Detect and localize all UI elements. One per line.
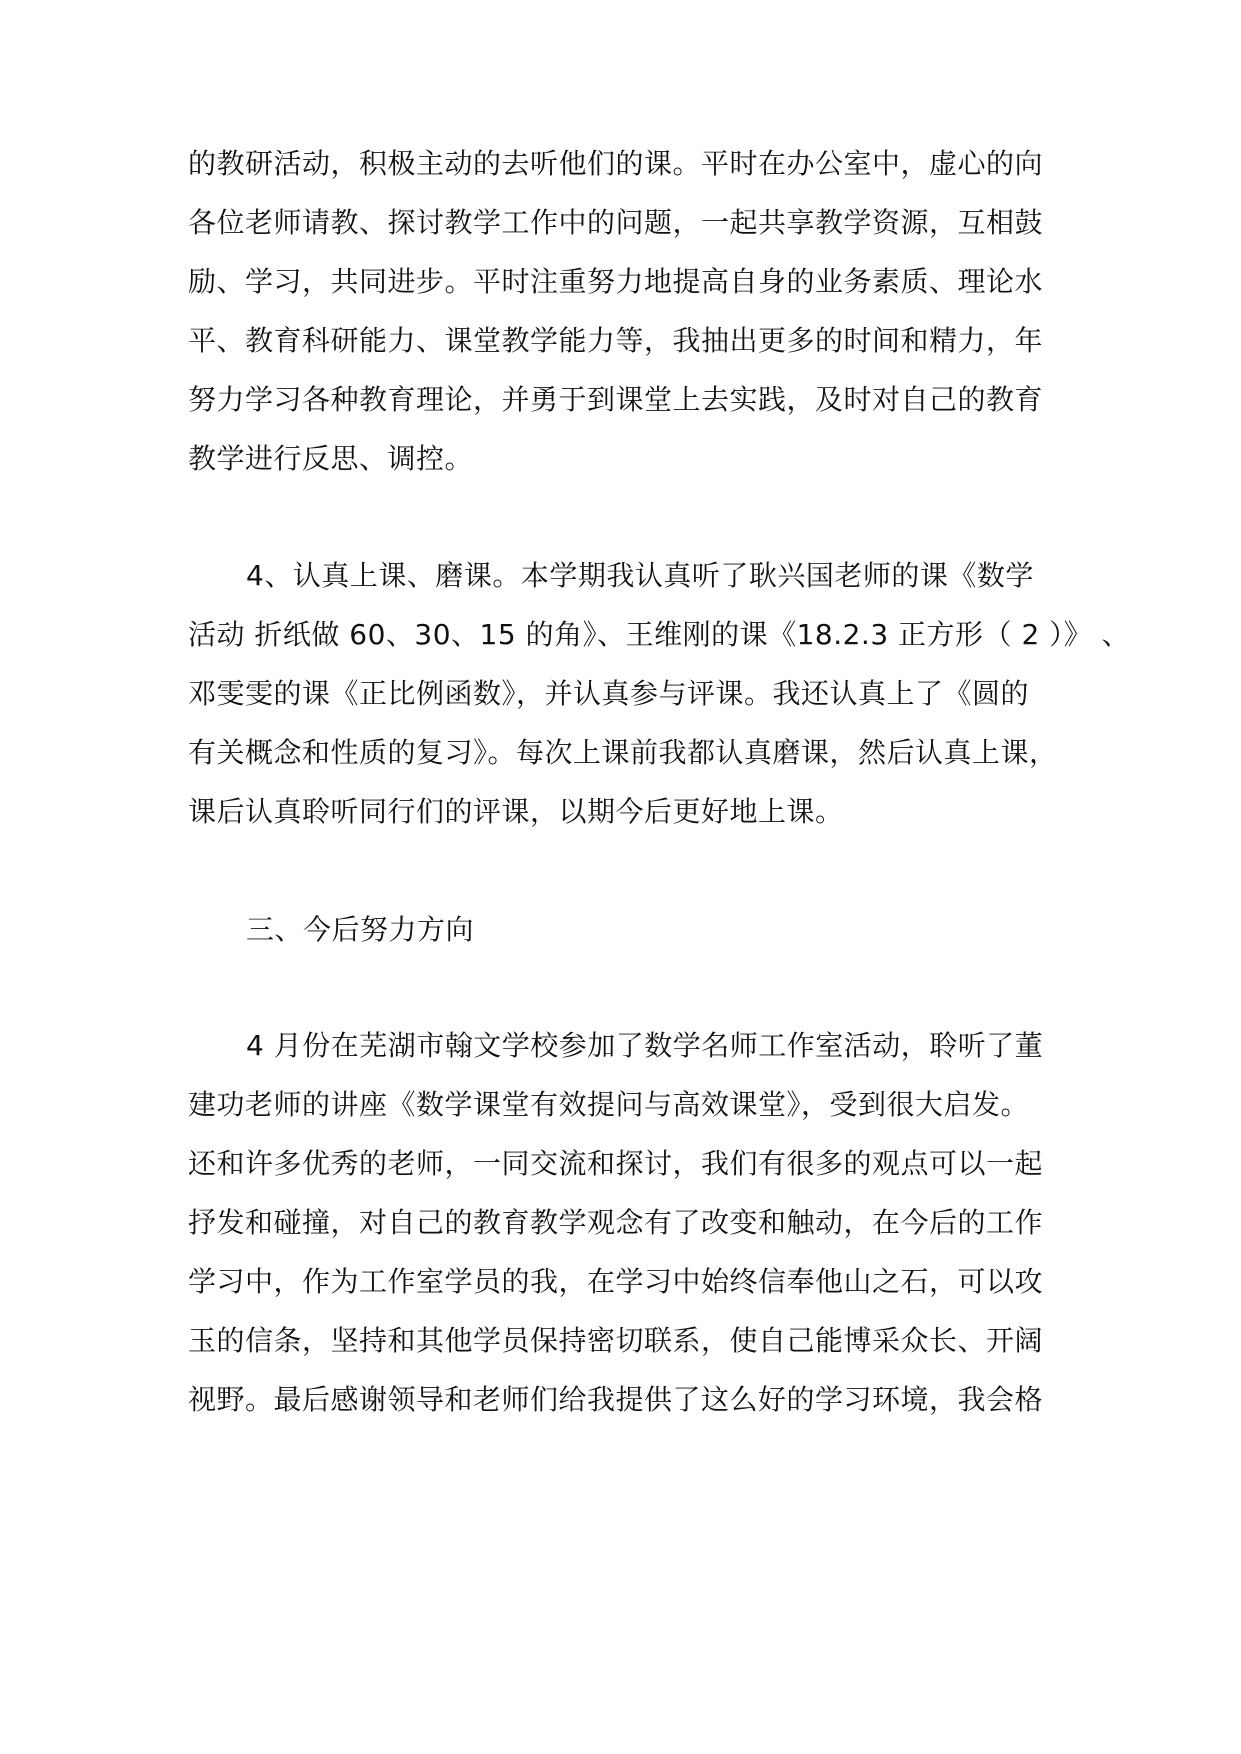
paragraph-line: 4、认真上课、磨课。本学期我认真听了耿兴国老师的课《数学: [246, 559, 1034, 592]
paragraph-line: 抒发和碰撞，对自己的教育教学观念有了改变和触动，在今后的工作: [188, 1206, 1044, 1239]
paragraph-line: 4 月份在芜湖市翰文学校参加了数学名师工作室活动，聆听了董: [246, 1029, 1044, 1062]
paragraph-line: 教学进行反思、调控。: [188, 442, 474, 475]
paragraph-line: 课后认真聆听同行们的评课，以期今后更好地上课。: [188, 795, 844, 828]
paragraph-line: 有关概念和性质的复习》。每次上课前我都认真磨课，然后认真上课，: [188, 736, 1058, 769]
paragraph-line: 建功老师的讲座《数学课堂有效提问与高效课堂》，受到很大启发。: [188, 1088, 1030, 1121]
paragraph-line: 努力学习各种教育理论，并勇于到课堂上去实践，及时对自己的教育: [188, 383, 1044, 416]
section-heading: 三、今后努力方向: [246, 913, 475, 946]
paragraph-line: 学习中，作为工作室学员的我，在学习中始终信奉他山之石，可以攻: [188, 1265, 1044, 1298]
paragraph-line: 邓雯雯的课《正比例函数》，并认真参与评课。我还认真上了《圆的: [188, 677, 1030, 710]
paragraph-line: 玉的信条，坚持和其他学员保持密切联系，使自己能博采众长、开阔: [188, 1324, 1044, 1357]
paragraph-line: 视野。最后感谢领导和老师们给我提供了这么好的学习环境，我会格: [188, 1383, 1044, 1416]
paragraph-line: 平、教育科研能力、课堂教学能力等，我抽出更多的时间和精力，年: [188, 324, 1044, 357]
paragraph-line: 励、学习，共同进步。平时注重努力地提高自身的业务素质、理论水: [188, 265, 1044, 298]
paragraph-line: 还和许多优秀的老师，一同交流和探讨，我们有很多的观点可以一起: [188, 1147, 1044, 1180]
paragraph-line: 各位老师请教、探讨教学工作中的问题，一起共享教学资源，互相鼓: [188, 206, 1044, 239]
paragraph-line: 活动 折纸做 60、30、15 的角》、王维刚的课《18.2.3 正方形（ 2 ）》 、: [188, 618, 1131, 651]
paragraph-line: 的教研活动，积极主动的去听他们的课。平时在办公室中，虚心的向: [188, 147, 1044, 180]
